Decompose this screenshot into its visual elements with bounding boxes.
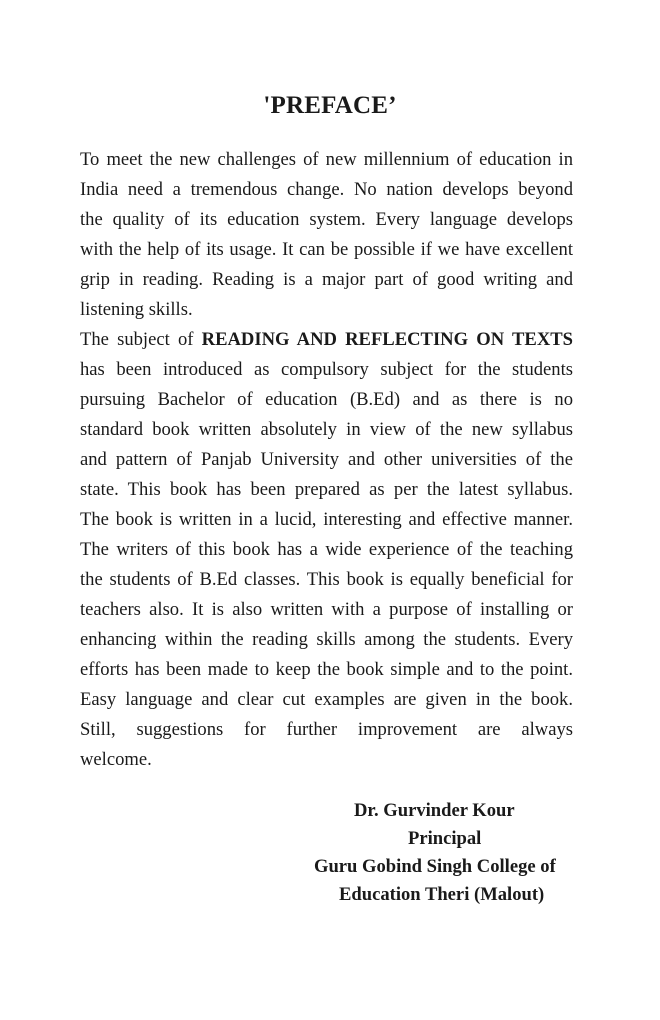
signature-institution-line1: Guru Gobind Singh College of <box>314 856 556 877</box>
intro-prefix: The subject of <box>80 329 202 350</box>
paragraph-line: with the help of its usage. It can be possible if we have excellent <box>80 239 573 260</box>
paragraph-line: and pattern of Panjab University and other universities of the <box>80 449 573 470</box>
paragraph-line: the quality of its education system. Every language develops <box>80 209 573 230</box>
paragraph-line: To meet the new challenges of new millennium of education in <box>80 149 573 170</box>
paragraph-line: The writers of this book has a wide experience of the teaching <box>80 539 573 560</box>
paragraph-line: Still, suggestions for further improvement are always <box>80 719 573 740</box>
preface-body <box>80 145 573 775</box>
paragraph-line: efforts has been made to keep the book simple and to the point. <box>80 659 573 680</box>
paragraph-line: the students of B.Ed classes. This book is equally beneficial for <box>80 569 573 590</box>
paragraph-line: Easy language and clear cut examples are given in the book. <box>80 689 573 710</box>
signature-institution-line2: Education Theri (Malout) <box>339 884 545 905</box>
paragraph-line: grip in reading. Reading is a major part of good writing and <box>80 269 573 290</box>
signature-designation: Principal <box>408 828 482 849</box>
paragraph-line: listening skills. <box>80 299 193 320</box>
paragraph-line: standard book written absolutely in view of the new syllabus <box>80 419 573 440</box>
paragraph-line: teachers also. It is also written with a purpose of installing or <box>80 599 573 620</box>
paragraph-line: The book is written in a lucid, interesting and effective manner. <box>80 509 573 530</box>
paragraph-line: has been introduced as compulsory subject for the students <box>80 359 573 380</box>
paragraph-line: enhancing within the reading skills among the students. Every <box>80 629 573 650</box>
subject-name: READING AND REFLECTING ON TEXTS <box>201 329 573 350</box>
page-title: 'PREFACE’ <box>263 92 397 119</box>
paragraph-line <box>80 325 573 355</box>
paragraph-line: pursuing Bachelor of education (B.Ed) and as there is no <box>80 389 573 410</box>
paragraph-line: welcome. <box>80 749 152 770</box>
paragraph-line: state. This book has been prepared as per the latest syllabus. <box>80 479 573 500</box>
paragraph-line: India need a tremendous change. No nation develops beyond <box>80 179 573 200</box>
signature-name: Dr. Gurvinder Kour <box>354 800 515 821</box>
